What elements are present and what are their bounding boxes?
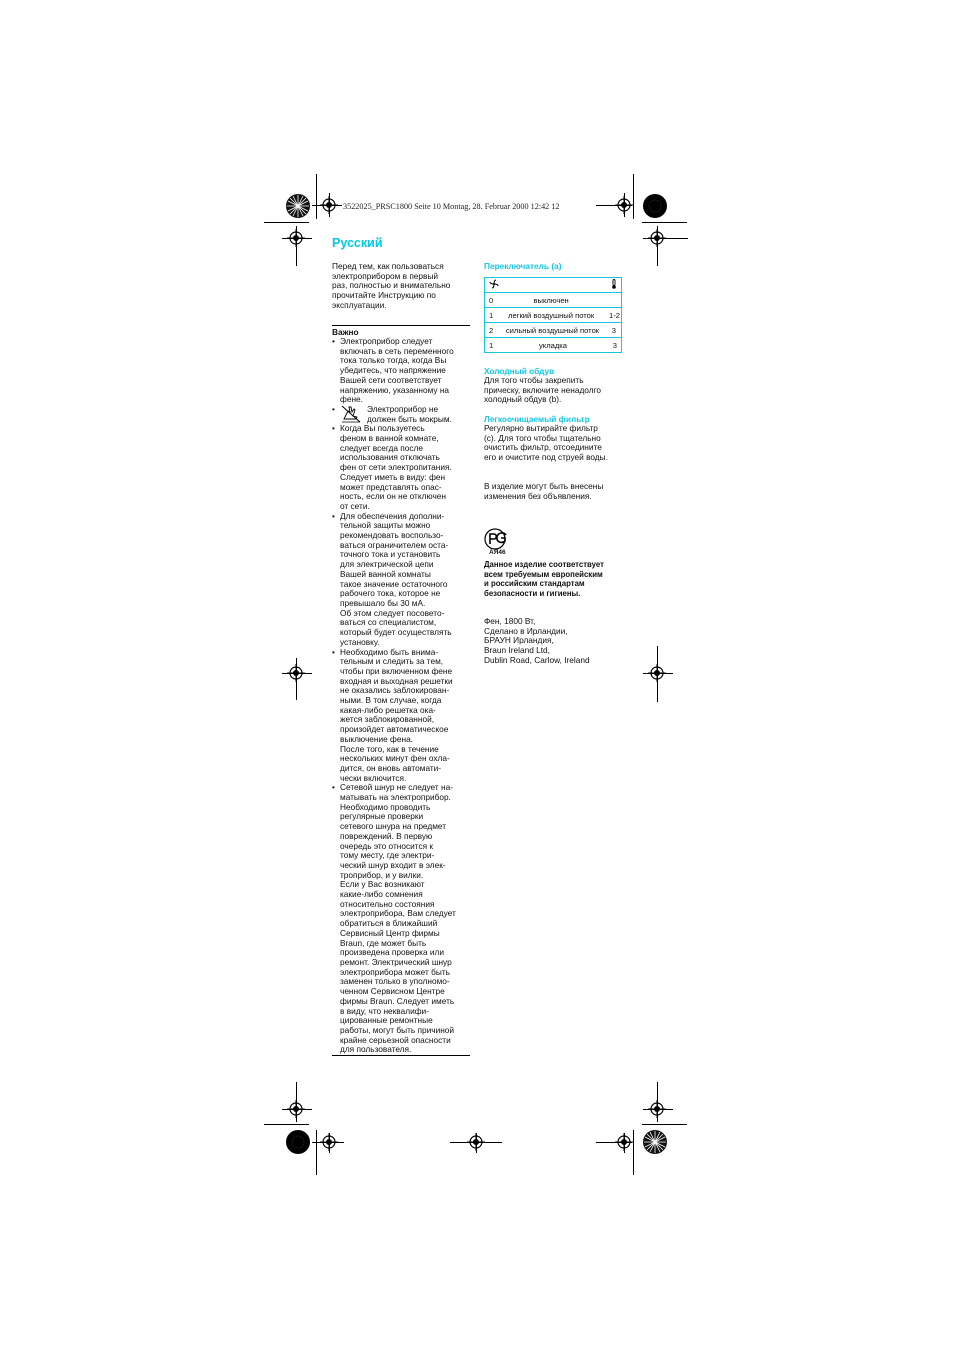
crop-mark-icon bbox=[633, 174, 634, 219]
list-item: • Для обеспечения дополни- тельной защиты можно рекомендовать воспользо- ваться ограничителем оста- точного тока и установить для электрической цепи Вашей ванной комнаты такое значение остаточного рабочего тока, которое не превышало бы 30 мА. Об этом следует посовето- ваться со специалистом, который будет осуществлять установку. bbox=[332, 510, 452, 647]
table-row: 0 выключен bbox=[485, 293, 622, 308]
changes-note: В изделие могут быть внесены изменения без объявления. bbox=[484, 481, 604, 501]
registration-mark-icon bbox=[648, 1100, 666, 1118]
cold-text: Для того чтобы закрепить прическу, включите ненадолго холодный обдув (b). bbox=[484, 375, 602, 405]
registration-mark-icon bbox=[648, 664, 666, 682]
crop-mark-icon bbox=[316, 1130, 317, 1175]
registration-mark-icon bbox=[287, 229, 305, 247]
color-target-icon bbox=[642, 193, 668, 219]
cert-text: Данное изделие соответствует всем требуемым европейским и российским стандартам безопасности и гигиены. bbox=[484, 560, 604, 598]
cold-heading: Холодный обдув bbox=[484, 366, 555, 376]
list-item: • Сетевой шнур не следует на- матывать на электроприбор. Необходимо проводить регулярные проверки сетевого шнура на предмет повреждений. В первую очередь это относится к тому месту, где электри- ческий шнур входит в элек- троприбор, и у вилки. Если у Вас возникают какие-либо сомнения относительно состояния электроприбора, Вам следует обратиться в ближайший Сервисный Центр фирмы Braun, где может быть произведена проверка или ремонт. Электрический шнур электроприбора может быть заменен только в уполномо- ченном Сервисном Центре фирмы Braun. Следует иметь в виду, что неквалифи- цированные ремонтные работы, могут быть причиной крайне серьезной опасности для пользователя. bbox=[332, 782, 456, 1055]
table-header-row bbox=[485, 278, 622, 293]
table-row: 2 сильный воздушный поток 3 bbox=[485, 323, 622, 338]
registration-mark-icon bbox=[648, 229, 666, 247]
filter-heading: Легкоочищаемый фильтр bbox=[484, 414, 590, 424]
crop-mark-icon bbox=[633, 1130, 634, 1175]
important-heading: Важно bbox=[332, 327, 359, 337]
registration-mark-icon bbox=[615, 1133, 633, 1151]
registration-mark-icon bbox=[615, 196, 633, 214]
color-target-icon bbox=[285, 1129, 311, 1155]
thermometer-icon bbox=[611, 279, 617, 291]
switch-heading: Переключатель (a) bbox=[484, 261, 562, 271]
list-item: • Когда Вы пользуетесь феном в ванной комнате, следует всегда после использования отключать фен от сети электропитания. Следует иметь в виду: фен может представлять опас- ность, если он не отключен от сети. bbox=[332, 423, 452, 511]
print-slug: 3522025_PRSC1800 Seite 10 Montag, 28. Februar 2000 12:42 12 bbox=[343, 202, 560, 211]
registration-mark-icon bbox=[287, 1100, 305, 1118]
intro-text: Перед тем, как пользоваться электроприбором в первый раз, полностью и внимательно прочитайте Инструкцию по эксплуатации. bbox=[332, 261, 451, 310]
section-divider bbox=[332, 1055, 470, 1056]
registration-mark-icon bbox=[320, 1133, 338, 1151]
manufacturer-info: Фен, 1800 Вт, Сделано в Ирландии, БРАУН Ирландия, Braun Ireland Ltd, Dublin Road, Carlow, Ireland bbox=[484, 616, 590, 665]
color-target-icon bbox=[285, 193, 311, 219]
table-row: 1 легкий воздушный поток 1-2 bbox=[485, 308, 622, 323]
registration-mark-icon bbox=[467, 1133, 485, 1151]
cert-code: АЯ46 bbox=[489, 549, 506, 556]
color-target-icon bbox=[642, 1129, 668, 1155]
crop-mark-icon bbox=[264, 222, 309, 223]
page-title: Русский bbox=[332, 236, 383, 250]
registration-mark-icon bbox=[320, 196, 338, 214]
list-item: • Электроприбор следует включать в сеть переменного тока только тогда, когда Вы убедитесь, что напряжение Вашей сети соответствует напряжению, указанному на фене. bbox=[332, 336, 454, 405]
fan-icon bbox=[489, 279, 499, 291]
important-list bbox=[332, 337, 472, 1055]
section-divider bbox=[332, 325, 470, 326]
crop-mark-icon bbox=[316, 174, 317, 219]
crop-mark-icon bbox=[642, 1124, 687, 1125]
crop-mark-icon bbox=[264, 1124, 309, 1125]
list-item: • Электроприбор не должен быть мокрым. bbox=[332, 405, 472, 424]
filter-text: Регулярно вытирайте фильтр (c). Для того чтобы тщательно очистить фильтр, отсоедините его и очистите под струей воды. bbox=[484, 423, 608, 463]
registration-mark-icon bbox=[287, 664, 305, 682]
crop-mark-icon bbox=[642, 222, 687, 223]
gost-r-certification-icon bbox=[484, 528, 510, 550]
list-item: • Необходимо быть внима- тельным и следить за тем, чтобы при включенном фене входная и выходная решетки не оказались заблокирован- ными. В том случае, когда какая-либо решетка ока- жется заблокированной, произойдет автоматическое выключение фена. После того, как в течение нескольких минут фен охла- дится, он вновь автомати- чески включится. bbox=[332, 646, 453, 783]
switch-table bbox=[484, 277, 622, 353]
table-row: 1 укладка 3 bbox=[485, 338, 622, 353]
